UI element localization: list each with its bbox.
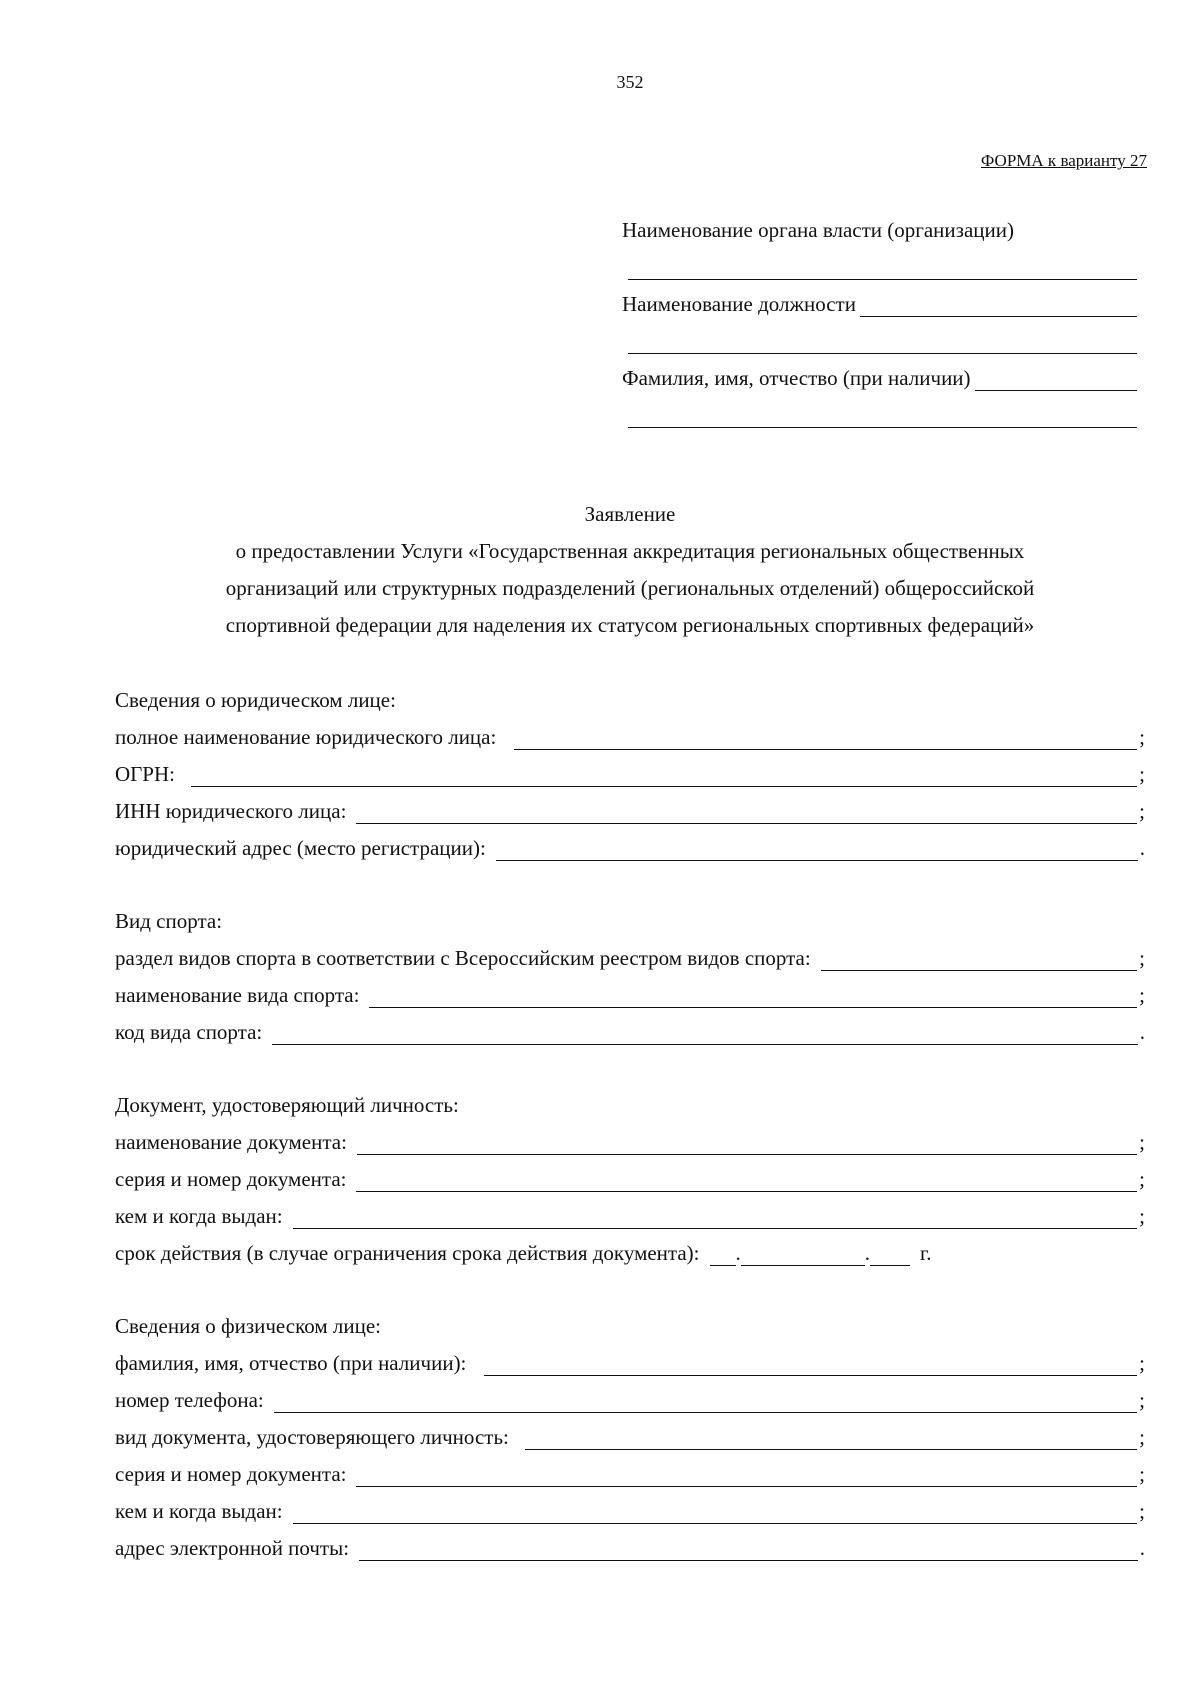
position-line xyxy=(622,280,1137,317)
email-label: адрес электронной почты: xyxy=(115,1536,350,1560)
position-label: Наименование должности xyxy=(622,292,856,316)
individual-issued-field[interactable] xyxy=(293,1499,1138,1524)
fio-field[interactable] xyxy=(975,368,1137,391)
section-gap xyxy=(115,1266,1145,1302)
semicolon: ; xyxy=(1139,1167,1145,1191)
phone-field[interactable] xyxy=(274,1388,1137,1413)
sport-code-label: код вида спорта: xyxy=(115,1020,263,1044)
application-title xyxy=(100,496,1160,644)
period: . xyxy=(1139,1536,1145,1560)
form-label: ФОРМА к варианту 27 xyxy=(980,151,1147,170)
validity-day-field[interactable] xyxy=(710,1241,736,1266)
authority-label: Наименование органа власти (организации) xyxy=(622,218,1014,242)
doc-validity-label: срок действия (в случае ограничения срока действия документа): xyxy=(115,1241,700,1265)
individual-fio-label: фамилия, имя, отчество (при наличии): xyxy=(115,1351,467,1375)
phone-row xyxy=(115,1376,1145,1413)
legal-name-field[interactable] xyxy=(514,725,1137,750)
fio-line xyxy=(622,354,1137,391)
section-gap xyxy=(115,861,1145,897)
page-number: 352 xyxy=(616,72,644,92)
sport-section-field[interactable] xyxy=(821,946,1137,971)
inn-field[interactable] xyxy=(356,799,1137,824)
sport-code-row xyxy=(115,1008,1145,1045)
validity-year-field[interactable] xyxy=(870,1241,910,1266)
legal-name-row xyxy=(115,713,1145,750)
identity-doc-heading: Документ, удостоверяющий личность: xyxy=(115,1093,459,1117)
sport-heading: Вид спорта: xyxy=(115,909,223,933)
validity-month-field[interactable] xyxy=(741,1241,865,1266)
individual-series-field[interactable] xyxy=(356,1462,1137,1487)
authority-field[interactable] xyxy=(628,257,1137,280)
title-line-3: спортивной федерации для наделения их статусом региональных спортивных федераций» xyxy=(225,613,1035,637)
sport-name-label: наименование вида спорта: xyxy=(115,983,360,1007)
doc-issued-row xyxy=(115,1192,1145,1229)
position-field[interactable] xyxy=(860,294,1137,317)
date-separator: . xyxy=(735,1241,741,1265)
semicolon: ; xyxy=(1139,1462,1145,1486)
doc-issued-field[interactable] xyxy=(293,1204,1138,1229)
ogrn-label: ОГРН: xyxy=(115,762,175,786)
addressee-block xyxy=(622,206,1137,428)
position-field-2[interactable] xyxy=(628,331,1137,354)
sport-section-label: раздел видов спорта в соответствии с Всероссийским реестром видов спорта: xyxy=(115,946,811,970)
title-line-1: о предоставлении Услуги «Государственная аккредитация региональных общественных xyxy=(235,539,1025,563)
legal-address-row xyxy=(115,824,1145,861)
date-separator: . xyxy=(864,1241,870,1265)
legal-entity-heading-row xyxy=(115,676,1145,713)
title-line-2: организаций или структурных подразделений (региональных отделений) общероссийской xyxy=(225,576,1035,600)
section-gap xyxy=(115,1045,1145,1081)
doc-validity-row xyxy=(115,1229,1145,1266)
semicolon: ; xyxy=(1139,1388,1145,1412)
fio-label: Фамилия, имя, отчество (при наличии) xyxy=(622,366,971,390)
semicolon: ; xyxy=(1139,1130,1145,1154)
individual-series-row xyxy=(115,1450,1145,1487)
email-field[interactable] xyxy=(359,1536,1138,1561)
doc-name-row xyxy=(115,1118,1145,1155)
semicolon: ; xyxy=(1139,946,1145,970)
inn-label: ИНН юридического лица: xyxy=(115,799,347,823)
ogrn-field[interactable] xyxy=(191,762,1137,787)
form-body xyxy=(115,676,1145,1561)
identity-doc-heading-row xyxy=(115,1081,1145,1118)
semicolon: ; xyxy=(1139,983,1145,1007)
semicolon: ; xyxy=(1139,1351,1145,1375)
semicolon: ; xyxy=(1139,799,1145,823)
doc-series-field[interactable] xyxy=(356,1167,1137,1192)
individual-heading: Сведения о физическом лице: xyxy=(115,1314,381,1338)
semicolon: ; xyxy=(1139,1425,1145,1449)
semicolon: ; xyxy=(1139,1499,1145,1523)
legal-address-label: юридический адрес (место регистрации): xyxy=(115,836,486,860)
individual-heading-row xyxy=(115,1302,1145,1339)
doc-issued-label: кем и когда выдан: xyxy=(115,1204,283,1228)
doc-name-field[interactable] xyxy=(357,1130,1137,1155)
title-heading: Заявление xyxy=(584,502,676,526)
inn-row xyxy=(115,787,1145,824)
position-field-line-2 xyxy=(622,317,1137,354)
individual-issued-label: кем и когда выдан: xyxy=(115,1499,283,1523)
individual-fio-row xyxy=(115,1339,1145,1376)
fio-field-line-2 xyxy=(622,391,1137,428)
authority-field-line xyxy=(622,243,1137,280)
individual-issued-row xyxy=(115,1487,1145,1524)
individual-series-label: серия и номер документа: xyxy=(115,1462,347,1486)
doc-name-label: наименование документа: xyxy=(115,1130,347,1154)
doc-series-row xyxy=(115,1155,1145,1192)
authority-label-line xyxy=(622,206,1137,243)
legal-name-label: полное наименование юридического лица: xyxy=(115,725,497,749)
semicolon: ; xyxy=(1139,1204,1145,1228)
year-suffix: г. xyxy=(920,1241,932,1265)
period: . xyxy=(1139,1020,1145,1044)
doc-type-field[interactable] xyxy=(525,1425,1137,1450)
phone-label: номер телефона: xyxy=(115,1388,264,1412)
doc-series-label: серия и номер документа: xyxy=(115,1167,347,1191)
period: . xyxy=(1139,836,1145,860)
fio-field-2[interactable] xyxy=(628,405,1137,428)
legal-address-field[interactable] xyxy=(496,836,1138,861)
doc-type-row xyxy=(115,1413,1145,1450)
sport-name-row xyxy=(115,971,1145,1008)
doc-type-label: вид документа, удостоверяющего личность: xyxy=(115,1425,509,1449)
sport-name-field[interactable] xyxy=(369,983,1137,1008)
ogrn-row xyxy=(115,750,1145,787)
legal-entity-heading: Сведения о юридическом лице: xyxy=(115,688,396,712)
sport-section-row xyxy=(115,934,1145,971)
semicolon: ; xyxy=(1139,762,1145,786)
individual-fio-field[interactable] xyxy=(484,1351,1137,1376)
semicolon: ; xyxy=(1139,725,1145,749)
sport-code-field[interactable] xyxy=(272,1020,1138,1045)
sport-heading-row xyxy=(115,897,1145,934)
email-row xyxy=(115,1524,1145,1561)
